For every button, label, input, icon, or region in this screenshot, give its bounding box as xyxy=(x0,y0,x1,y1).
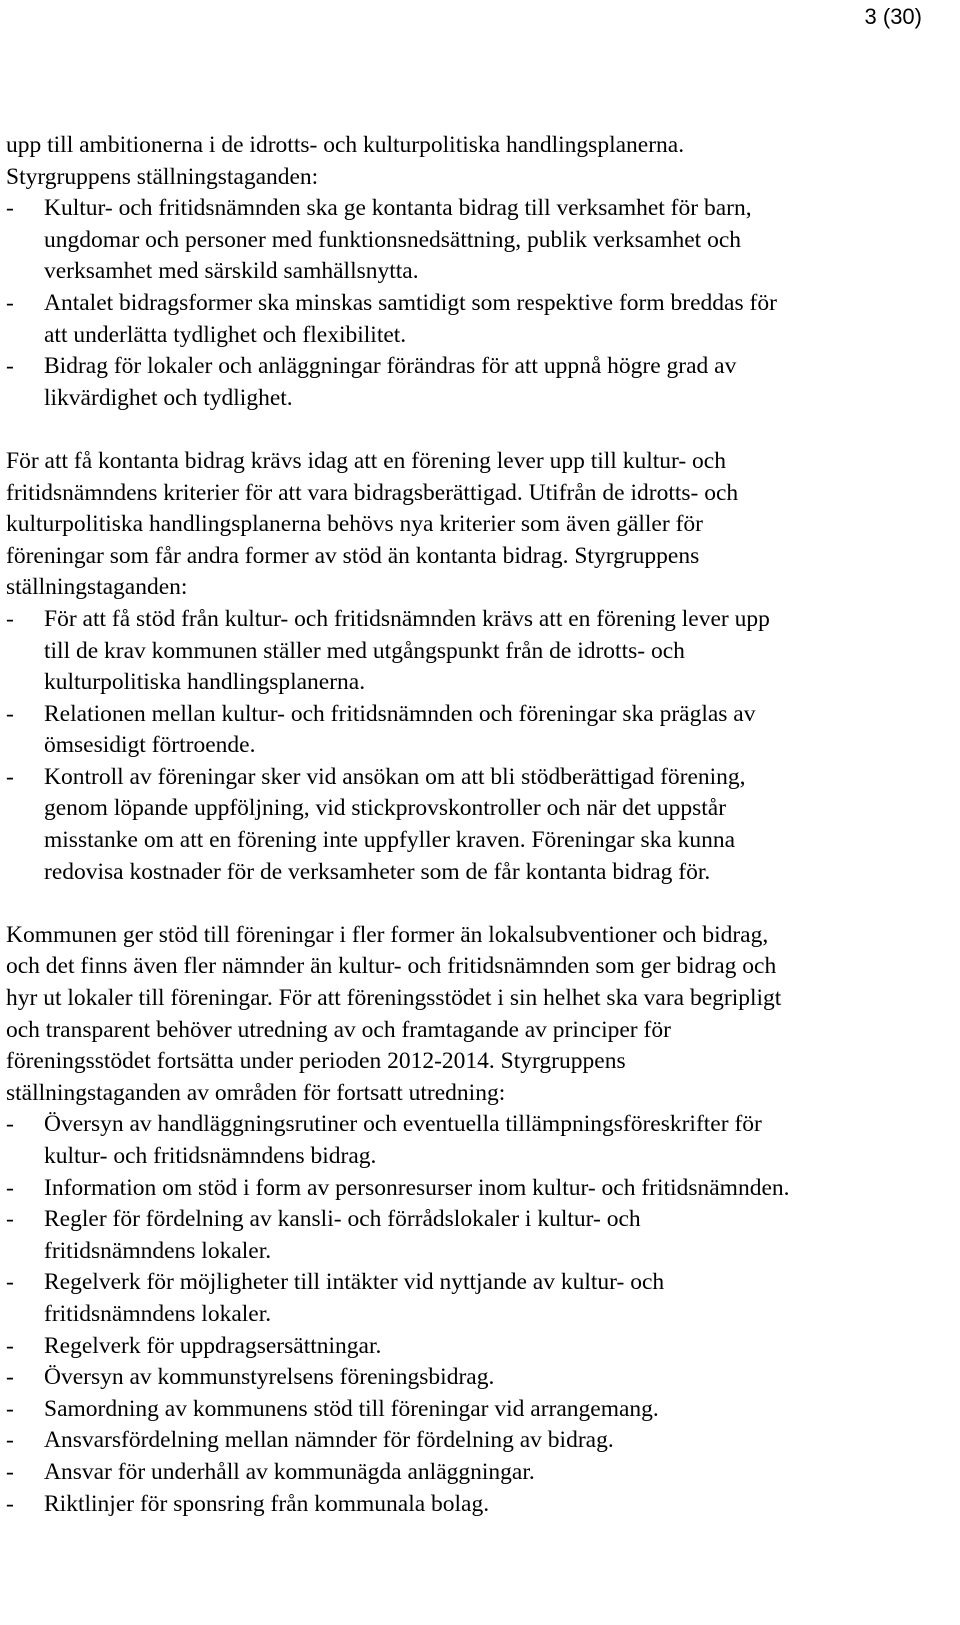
text-line: upp till ambitionerna i de idrotts- och kulturpolitiska handlingsplanerna. xyxy=(6,132,685,158)
list-dash: - xyxy=(6,1206,14,1233)
list-item-text: För att få stöd från kultur- och fritidsnämnden krävs att en förening lever upp till de krav kommunen ställer med utgångspunkt från de idrotts- och kulturpolitiska handlingsplanerna. xyxy=(44,605,770,696)
list-item-text: Antalet bidragsformer ska minskas samtidigt som respektive form breddas för att underlätta tydlighet och flexibilitet. xyxy=(44,289,777,348)
paragraph: För att få kontanta bidrag krävs idag att en förening lever upp till kultur- och fritidsnämndens kriterier för att vara bidragsberättigad. Utifrån de idrotts- och kulturpolitiska handlingsplanerna behövs nya kriterier som även gäller för föreningar som får andra former av stöd än kontanta bidrag. Styrgruppens ställningstaganden: xyxy=(6,447,739,601)
list-item xyxy=(6,1173,941,1205)
list-item xyxy=(6,351,941,414)
list-item-text: Översyn av handläggningsrutiner och eventuella tillämpningsföreskrifter för kultur- och fritidsnämndens bidrag. xyxy=(44,1111,762,1169)
list-item-text: Regelverk för uppdragsersättningar. xyxy=(44,1332,382,1359)
list-item xyxy=(6,1394,941,1426)
list-dash: - xyxy=(6,1427,14,1454)
list-dash: - xyxy=(6,1458,14,1485)
list-item-text: Regelverk för möjligheter till intäkter vid nyttjande av kultur- och fritidsnämndens lokaler. xyxy=(44,1269,665,1327)
list-dash: - xyxy=(6,700,14,727)
list-dash: - xyxy=(6,1269,14,1296)
list-item xyxy=(6,1425,941,1457)
list-dash: - xyxy=(6,1332,14,1359)
list-item xyxy=(6,1267,941,1330)
list-item xyxy=(6,1109,941,1172)
paragraph-gap xyxy=(6,888,941,920)
list-item xyxy=(6,699,941,762)
list-item xyxy=(6,762,941,888)
list-item-text: Information om stöd i form av personresurser inom kultur- och fritidsnämnden. xyxy=(44,1174,790,1201)
list-item-text: Översyn av kommunstyrelsens föreningsbidrag. xyxy=(44,1364,495,1391)
list-dash: - xyxy=(6,353,14,380)
list-item-text: Ansvar för underhåll av kommunägda anläggningar. xyxy=(44,1458,535,1485)
list-item-text: Kultur- och fritidsnämnden ska ge kontanta bidrag till verksamhet för barn, ungdomar och personer med funktionsnedsättning, publik verksamhet och verksamhet med särskild samhällsnytta. xyxy=(44,195,752,285)
paragraph-gap xyxy=(6,414,941,446)
list-item xyxy=(6,604,941,699)
list-item-text: Samordning av kommunens stöd till föreningar vid arrangemang. xyxy=(44,1395,659,1422)
list-dash: - xyxy=(6,763,14,790)
list-item-text: Relationen mellan kultur- och fritidsnämnden och föreningar ska präglas av ömsesidigt förtroende. xyxy=(44,700,756,759)
paragraph: Kommunen ger stöd till föreningar i fler former än lokalsubventioner och bidrag, och det finns även fler nämnder än kultur- och fritidsnämnden som ger bidrag och hyr ut lokaler till föreningar. För att föreningsstödet i sin helhet ska vara begripligt och transparent behöver utredning av och framtagande av principer för föreningsstödet fortsätta under perioden 2012-2014. Styrgruppens ställningstaganden av områden för fortsatt utredning: xyxy=(6,921,782,1106)
list-item-text: Bidrag för lokaler och anläggningar förändras för att uppnå högre grad av likvärdighet och tydlighet. xyxy=(44,353,737,411)
list-item-text: Regler för fördelning av kansli- och förrådslokaler i kultur- och fritidsnämndens lokaler. xyxy=(44,1206,641,1264)
text-line: Styrgruppens ställningstaganden: xyxy=(6,163,319,190)
page-number: 3 (30) xyxy=(864,4,922,29)
list-item xyxy=(6,1457,941,1489)
section-3 xyxy=(6,920,941,1520)
list-item-text: Ansvarsfördelning mellan nämnder för fördelning av bidrag. xyxy=(44,1427,614,1454)
list-dash: - xyxy=(6,195,14,222)
list-dash: - xyxy=(6,1174,14,1201)
list-item xyxy=(6,288,941,351)
list-dash: - xyxy=(6,1364,14,1391)
section-1 xyxy=(6,130,941,414)
list-dash: - xyxy=(6,1111,14,1138)
list-dash: - xyxy=(6,605,14,632)
list-item xyxy=(6,1489,941,1521)
list-item-text: Kontroll av föreningar sker vid ansökan om att bli stödberättigad förening, genom löpande uppföljning, vid stickprovskontroller och när det uppstår misstanke om att en förening inte uppfyller kraven. Föreningar ska kunna redovisa kostnader för de verksamheter som de får kontanta bidrag för. xyxy=(44,763,746,885)
list-item xyxy=(6,1204,941,1267)
document-body xyxy=(6,130,941,1520)
list-item xyxy=(6,1331,941,1363)
list-item-text: Riktlinjer för sponsring från kommunala bolag. xyxy=(44,1490,490,1517)
list-item xyxy=(6,1362,941,1394)
list-dash: - xyxy=(6,1395,14,1422)
section-2 xyxy=(6,446,941,888)
list-dash: - xyxy=(6,289,14,316)
list-item xyxy=(6,193,941,288)
list-dash: - xyxy=(6,1490,14,1517)
